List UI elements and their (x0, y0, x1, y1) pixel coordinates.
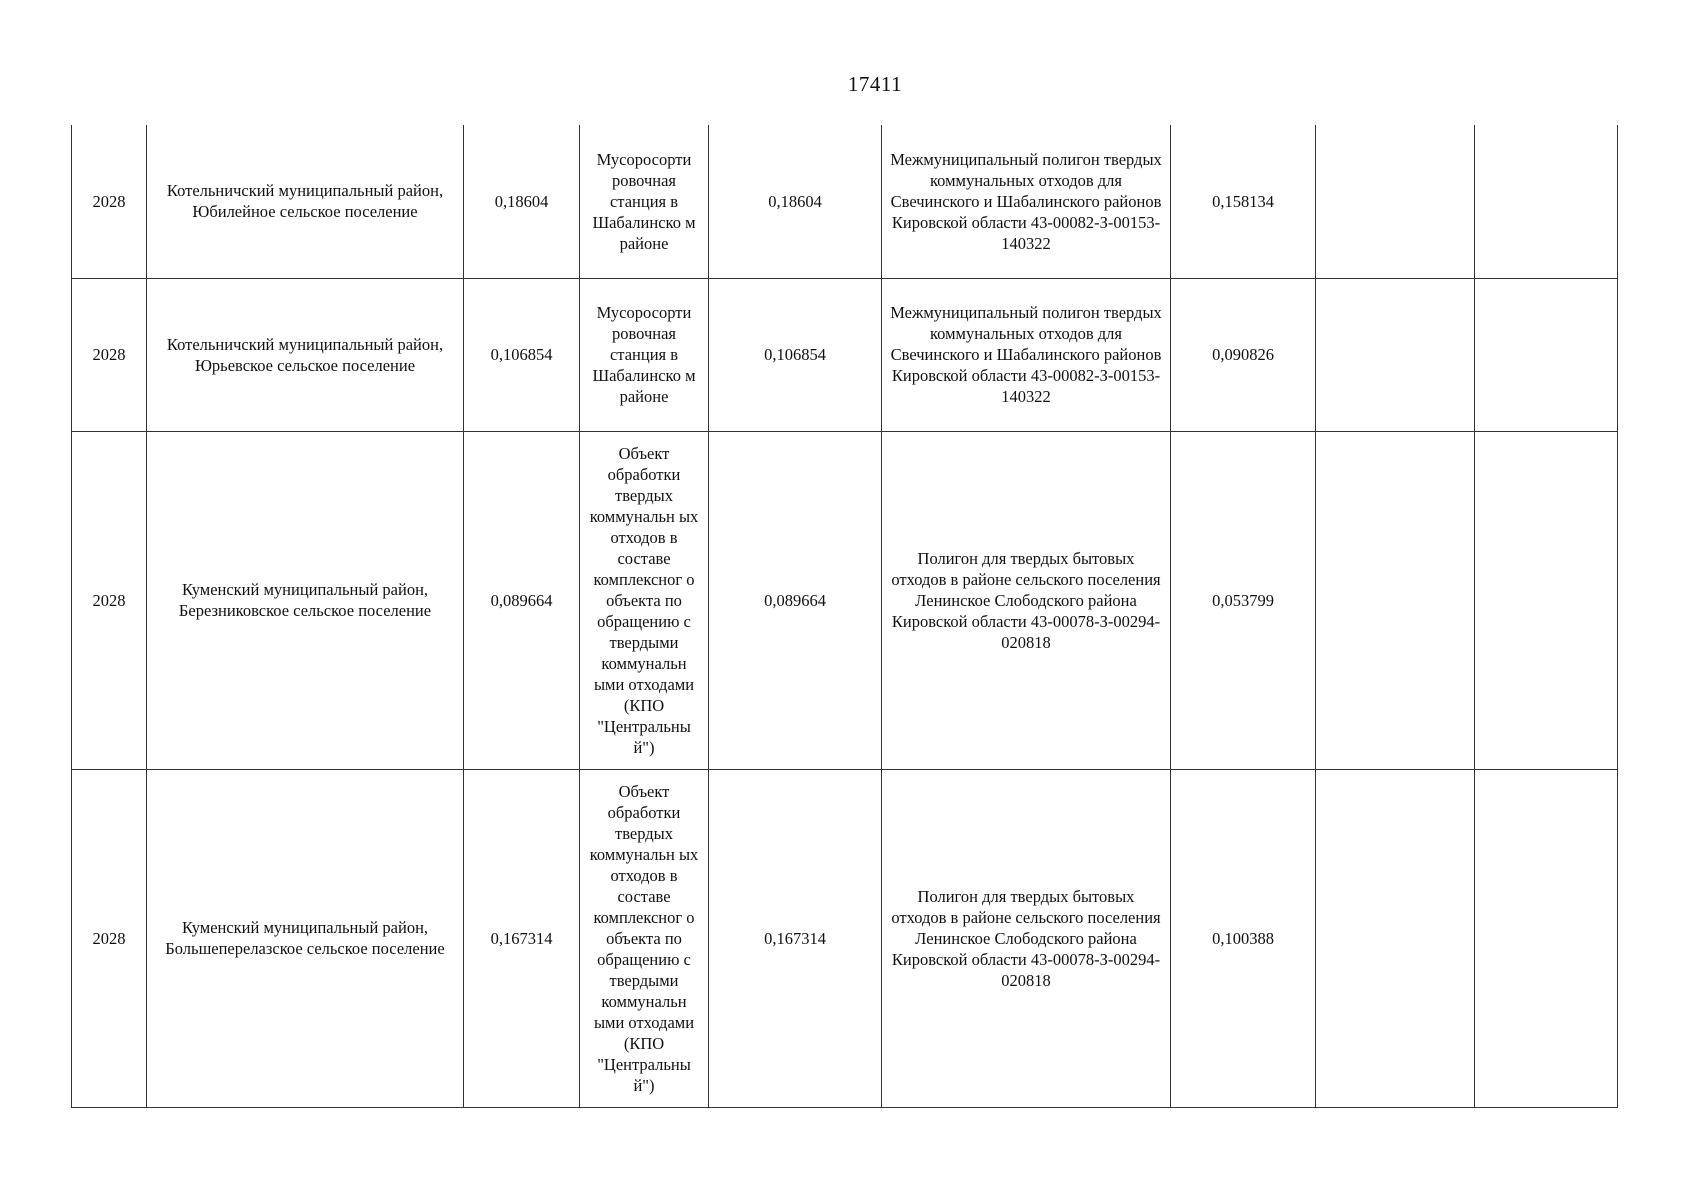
processing-object-cell: Объект обработки твердых коммунальн ых отходов в составе комплексног о объекта по обращению с твердыми коммунальн ыми отходами (КПО "Центральны й") (580, 769, 709, 1107)
volume-cell: 0,106854 (464, 278, 580, 431)
settlement-cell: Куменский муниципальный район, Большеперелазское сельское поселение (147, 769, 464, 1107)
processing-volume-cell: 0,167314 (709, 769, 882, 1107)
processing-object-cell: Объект обработки твердых коммунальн ых отходов в составе комплексног о объекта по обращению с твердыми коммунальн ыми отходами (КПО "Центральны й") (580, 431, 709, 769)
page-number: 17411 (847, 72, 903, 96)
processing-volume-cell: 0,089664 (709, 431, 882, 769)
empty-cell (1316, 125, 1475, 278)
processing-object-cell: Мусоросорти ровочная станция в Шабалинско м районе (580, 125, 709, 278)
empty-cell (1316, 769, 1475, 1107)
year-cell: 2028 (72, 769, 147, 1107)
settlement-cell: Котельничский муниципальный район, Юрьевское сельское поселение (147, 278, 464, 431)
disposal-volume-cell: 0,158134 (1171, 125, 1316, 278)
table-row (72, 431, 1618, 769)
processing-volume-cell: 0,18604 (709, 125, 882, 278)
volume-cell: 0,089664 (464, 431, 580, 769)
disposal-volume-cell: 0,100388 (1171, 769, 1316, 1107)
year-cell: 2028 (72, 431, 147, 769)
empty-cell (1316, 278, 1475, 431)
volume-cell: 0,167314 (464, 769, 580, 1107)
table-row (72, 769, 1618, 1107)
year-cell: 2028 (72, 125, 147, 278)
empty-cell (1475, 431, 1618, 769)
disposal-volume-cell: 0,053799 (1171, 431, 1316, 769)
empty-cell (1475, 769, 1618, 1107)
empty-cell (1316, 431, 1475, 769)
settlement-cell: Котельничский муниципальный район, Юбилейное сельское поселение (147, 125, 464, 278)
disposal-volume-cell: 0,090826 (1171, 278, 1316, 431)
empty-cell (1475, 278, 1618, 431)
table-row (72, 125, 1618, 278)
volume-cell: 0,18604 (464, 125, 580, 278)
waste-flow-table (71, 125, 1618, 1108)
year-cell: 2028 (72, 278, 147, 431)
disposal-object-cell: Полигон для твердых бытовых отходов в районе сельского поселения Ленинское Слободского района Кировской области 43-00078-З-00294-020818 (882, 431, 1171, 769)
disposal-object-cell: Полигон для твердых бытовых отходов в районе сельского поселения Ленинское Слободского района Кировской области 43-00078-З-00294-020818 (882, 769, 1171, 1107)
empty-cell (1475, 125, 1618, 278)
processing-object-cell: Мусоросорти ровочная станция в Шабалинско м районе (580, 278, 709, 431)
disposal-object-cell: Межмуниципальный полигон твердых коммунальных отходов для Свечинского и Шабалинского районов Кировской области 43-00082-З-00153-140322 (882, 125, 1171, 278)
table-row (72, 278, 1618, 431)
settlement-cell: Куменский муниципальный район, Березниковское сельское поселение (147, 431, 464, 769)
disposal-object-cell: Межмуниципальный полигон твердых коммунальных отходов для Свечинского и Шабалинского районов Кировской области 43-00082-З-00153-140322 (882, 278, 1171, 431)
processing-volume-cell: 0,106854 (709, 278, 882, 431)
